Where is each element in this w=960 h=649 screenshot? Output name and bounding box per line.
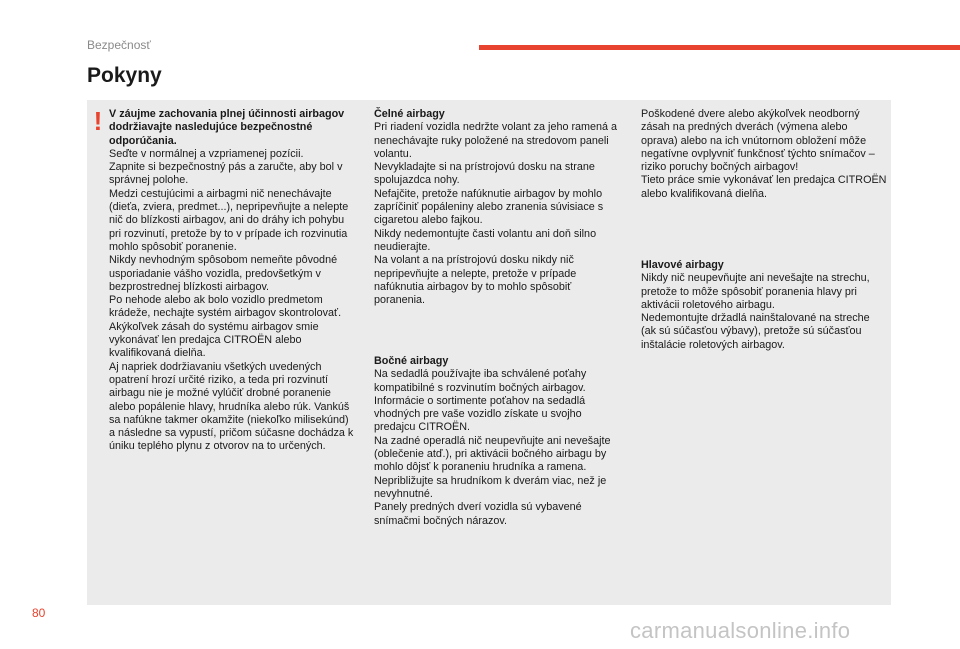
column-general-recommendations — [109, 108, 355, 454]
side-airbags-block — [374, 355, 624, 528]
head-airbags-text: Nikdy nič neupevňujte ani nevešajte na strechu, pretože to môže spôsobiť poranenia hlavy pri aktivácii roletového airbagu. Nedemontujte držadlá nainštalované na streche (ak sú súčasťou výbavy), pretože sú súčasťou inštalácie roletových airbagov. — [641, 272, 870, 351]
head-airbags-block — [641, 259, 887, 352]
door-damage-text: Poškodené dvere alebo akýkoľvek neodborný zásah na predných dverách (výmena alebo oprava) alebo na ich vnútornom obložení môže negatívne ovplyvniť funkčnosť týchto snímačov – riziko poruchy bočných airbagov! Tieto práce smie vykonávať len predajca CITROËN alebo kvalifikovaná dielňa. — [641, 108, 887, 200]
page-number: 80 — [32, 606, 46, 620]
front-airbags-heading: Čelné airbagy — [374, 108, 445, 120]
front-airbags-text: Pri riadení vozidla nedržte volant za jeho ramená a nenechávajte ruky položené na stredovom paneli volantu. Nevykladajte si na prístrojovú dosku na strane spolujazdca nohy. Nefajčite, pretože nafúknutie airbagov by mohlo zapríčiniť popáleniny alebo zranenia súvisiace s cigaretou alebo fajkou. Nikdy nedemontujte časti volantu ani doň silno neudierajte. Na volant a na prístrojovú dosku nikdy nič nepripevňujte a nelepte, pretože v prípade nafúknutia airbagov by to mohlo spôsobiť poranenia. — [374, 121, 618, 307]
side-airbags-heading: Bočné airbagy — [374, 355, 449, 367]
header-accent-bar — [479, 45, 960, 50]
column-door-head-airbags — [641, 108, 887, 351]
exclamation-icon: ! — [93, 106, 103, 136]
column-front-side-airbags — [374, 108, 624, 527]
head-airbags-heading: Hlavové airbagy — [641, 259, 724, 271]
section-label: Bezpečnosť — [87, 38, 151, 52]
watermark: carmanualsonline.info — [630, 618, 851, 643]
front-airbags-block — [374, 108, 624, 307]
side-airbags-text: Na sedadlá používajte iba schválené poťahy kompatibilné s rozvinutím bočných airbagov. Informácie o sortimente poťahov na sedadlá vhodných pre vaše vozidlo získate u svojho predajcu CITROËN. Na zadné operadlá nič neupevňujte ani nevešajte (oblečenie atď.), pri aktivácii bočného airbagu by mohlo dôjsť k poraneniu hrudníka a ramena. Nepribližujte sa hrudníkom k dverám viac, než je nevyhnutné. Panely predných dverí vozidla sú vybavené snímačmi bočných nárazov. — [374, 368, 611, 527]
intro-heading: V záujme zachovania plnej účinnosti airbagov dodržiavajte nasledujúce bezpečnostné odporúčania. — [109, 108, 345, 147]
page-title: Pokyny — [87, 64, 162, 87]
general-recommendations-text: Seďte v normálnej a vzpriamenej pozícii. Zapnite si bezpečnostný pás a zaručte, aby bol v správnej polohe. Medzi cestujúcimi a airbagmi nič nenechávajte (dieťa, zviera, predmet...), nepripevňujte a nelepte nič do blízkosti airbagov, ani do dráhy ich pohybu pri rozvinutí, pretože by to v prípade ich rozvinutia mohlo spôsobiť poranenie. Nikdy nevhodným spôsobom nemeňte pôvodné usporiadanie vášho vozidla, predovšetkým v bezprostrednej blízkosti airbagov. Po nehode alebo ak bolo vozidlo predmetom krádeže, nechajte systém airbagov skontrolovať. Akýkoľvek zásah do systému airbagov smie vykonávať len predajca CITROËN alebo kvalifikovaná dielňa. Aj napriek dodržiavaniu všetkých uvedených opatrení hrozí určité riziko, a teda pri rozvinutí airbagu nie je možné vylúčiť drobné poranenie alebo popálenie hlavy, hrudníka alebo rúk. Vankúš sa nafúkne takmer okamžite (niekoľko milisekúnd) a následne sa vypustí, pričom súčasne dochádza k úniku teplého plynu z otvorov na to určených. — [109, 147, 354, 453]
